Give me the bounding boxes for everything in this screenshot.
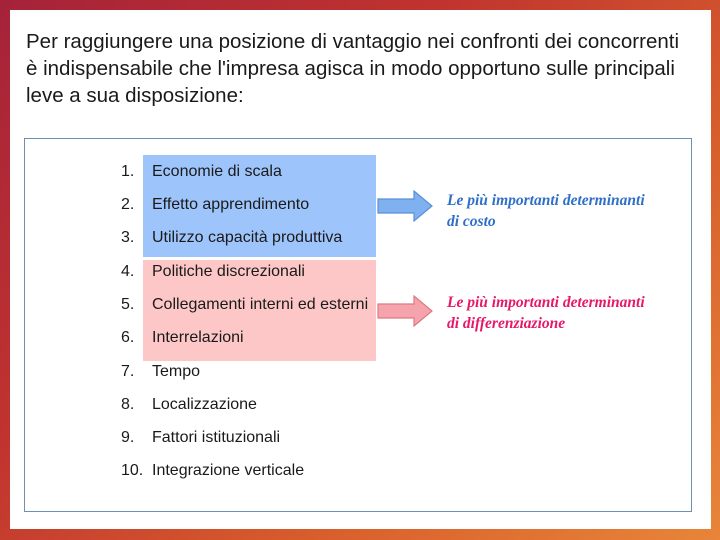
list-item-number: 5.	[121, 296, 135, 313]
list-item-number: 7.	[121, 363, 135, 380]
list-item	[121, 454, 304, 487]
list-item-label: Effetto apprendimento	[152, 196, 310, 213]
list-item-label: Localizzazione	[152, 396, 257, 413]
list-item-label: Politiche discrezionali	[152, 263, 305, 280]
cost-determinants-line2: di costo	[447, 213, 496, 230]
list-item-label: Economie di scala	[152, 163, 282, 180]
list-item	[121, 321, 244, 354]
arrow-right-icon	[377, 295, 433, 327]
list-item	[121, 388, 257, 421]
list-item-number: 1.	[121, 163, 135, 180]
list-item-number: 10.	[121, 462, 144, 479]
list-item-number: 8.	[121, 396, 135, 413]
list-item	[121, 155, 282, 188]
levers-figure	[24, 138, 692, 512]
list-item-label: Tempo	[152, 363, 201, 380]
list-item-label: Collegamenti interni ed esterni	[152, 296, 369, 313]
differentiation-determinants-line2: di differenziazione	[447, 315, 566, 332]
list-item-number: 2.	[121, 196, 135, 213]
list-item	[121, 221, 342, 254]
list-item	[121, 421, 280, 454]
list-item-number: 9.	[121, 429, 135, 446]
list-item	[121, 255, 305, 288]
list-item-label: Integrazione verticale	[152, 462, 305, 479]
differentiation-determinants-label	[447, 292, 645, 334]
list-item	[121, 355, 200, 388]
list-item-number: 6.	[121, 329, 135, 346]
cost-determinants-label	[447, 190, 645, 232]
differentiation-determinants-line1: Le più importanti determinanti	[447, 294, 645, 311]
intro-text: Per raggiungere una posizione di vantaggio nei confronti dei concorrenti è indispensabile che l'impresa agisca in modo opportuno sulle principali leve a sua disposizione:	[26, 30, 680, 107]
list-item	[121, 188, 309, 221]
slide	[10, 10, 711, 529]
cost-determinants-line1: Le più importanti determinanti	[447, 192, 645, 209]
list-item	[121, 288, 368, 321]
list-item-label: Utilizzo capacità produttiva	[152, 229, 343, 246]
list-item-number: 4.	[121, 263, 135, 280]
arrow-right-icon	[377, 190, 433, 222]
list-item-label: Fattori istituzionali	[152, 429, 281, 446]
list-item-label: Interrelazioni	[152, 329, 244, 346]
list-item-number: 3.	[121, 229, 135, 246]
